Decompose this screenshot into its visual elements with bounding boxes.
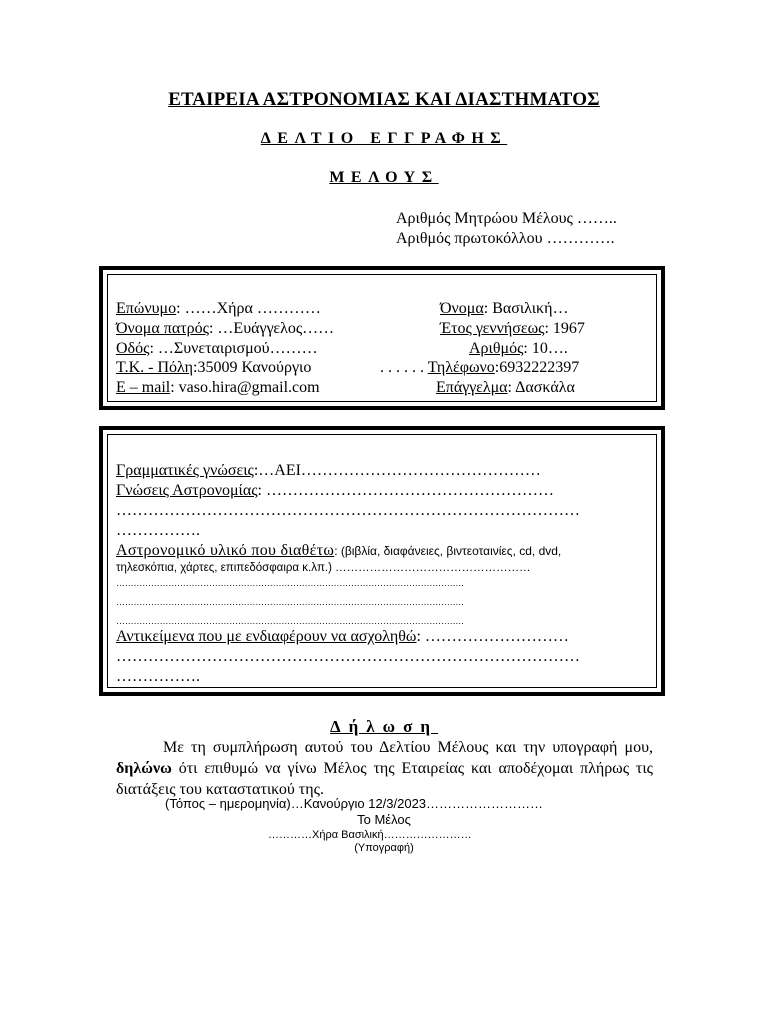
email-label: E – mail xyxy=(116,379,171,396)
form-title: ΔΕΛΤΙΟ ΕΓΓΡΑΦΗΣ xyxy=(260,130,508,147)
name-row xyxy=(440,299,568,319)
birth-year-row xyxy=(440,319,585,339)
declaration-title: Δήλωση xyxy=(330,717,438,736)
interests-value: : ……………………… xyxy=(416,628,569,645)
declaration-text-part2: ότι επιθυμώ να γίνω Μέλος της Εταιρείας και αποδέχομαι πλήρως τις διατάξεις του καταστατικού της. xyxy=(116,760,653,798)
declaration-text-part1: Με τη συμπλήρωση αυτού του Δελτίου Μέλους και την υπογραφή μου, xyxy=(163,739,653,756)
astronomy-line-2: …………………………………………………………………………… xyxy=(116,502,580,519)
birth-year-label: Έτος γεννήσεως xyxy=(440,320,545,337)
phone-prefix: . . . . . . xyxy=(380,359,424,376)
father-row xyxy=(116,319,334,339)
street-number-label: Αριθμός xyxy=(469,340,524,357)
grammar-value: :…ΑΕΙ……………………………………… xyxy=(253,462,541,479)
surname-value: : ……Χήρα ………… xyxy=(176,300,321,317)
occupation-value: : Δασκάλα xyxy=(507,379,575,396)
surname-row xyxy=(116,299,321,319)
occupation-row xyxy=(436,378,575,398)
street-row xyxy=(116,339,318,359)
phone-label: Τηλέφωνο xyxy=(427,359,495,376)
member-signature-label: Το Μέλος xyxy=(357,812,411,827)
street-value: : …Συνεταιρισμού……… xyxy=(149,340,318,357)
zip-city-row xyxy=(116,358,311,378)
material-line-3: ………………………………………………………………………………………………………… xyxy=(116,578,465,588)
astronomy-line-3: ……………. xyxy=(116,522,200,539)
interests-row xyxy=(116,627,569,647)
material-line-2: τηλεσκόπια, χάρτες, επιπεδόσφαιρα κ.λπ.) …………………………………………… xyxy=(116,562,531,574)
phone-row xyxy=(380,358,579,378)
registry-number: Αριθμός Μητρώου Μέλους …….. xyxy=(396,210,617,227)
birth-year-value: : 1967 xyxy=(544,320,585,337)
material-line-4: ………………………………………………………………………………………………………… xyxy=(116,597,465,607)
interests-line-3: ……………. xyxy=(116,668,200,685)
declaration-text-bold: δηλώνω xyxy=(116,760,172,777)
interests-label: Αντικείμενα που με ενδιαφέρουν να ασχοληθώ xyxy=(116,628,417,645)
declaration-text xyxy=(116,737,653,800)
surname-label: Επώνυμο xyxy=(116,300,177,317)
zip-city-label: Τ.Κ. - Πόλη xyxy=(116,359,194,376)
protocol-number: Αριθμός πρωτοκόλλου …………. xyxy=(396,230,615,247)
interests-line-2: …………………………………………………………………………… xyxy=(116,648,580,665)
astronomy-row xyxy=(116,481,554,501)
place-date: (Τόπος – ημερομηνία)…Κανούργιο 12/3/2023……………………… xyxy=(165,796,544,811)
name-label: Όνομα xyxy=(440,300,484,317)
father-value: : …Ευάγγελος…… xyxy=(208,320,335,337)
grammar-label: Γραμματικές γνώσεις xyxy=(116,462,254,479)
father-label: Όνομα πατρός xyxy=(116,320,209,337)
material-line-5: ………………………………………………………………………………………………………… xyxy=(116,616,465,626)
zip-city-value: :35009 Κανούργιο xyxy=(193,359,312,376)
signature-label: (Υπογραφή) xyxy=(354,842,414,854)
email-value: : vaso.hira@gmail.com xyxy=(170,379,320,396)
phone-value: :6932222397 xyxy=(494,359,580,376)
astronomy-value: : ……………………………………………… xyxy=(257,482,554,499)
street-label: Οδός xyxy=(116,340,150,357)
street-number-row xyxy=(469,339,568,359)
member-name: …………Χήρα Βασιλική…………………… xyxy=(268,829,472,841)
material-value: : (βιβλία, διαφάνειες, βιντεοταινίες, cd, dvd, xyxy=(334,544,562,558)
material-label: Αστρονομικό υλικό που διαθέτω xyxy=(116,542,335,559)
email-row xyxy=(116,378,320,398)
member-title: ΜΕΛΟΥΣ xyxy=(329,169,439,186)
organization-title: ΕΤΑΙΡΕΙΑ ΑΣΤΡΟΝΟΜΙΑΣ ΚΑΙ ΔΙΑΣΤΗΜΑΤΟΣ xyxy=(168,89,600,110)
grammar-row xyxy=(116,461,541,481)
occupation-label: Επάγγελμα xyxy=(436,379,508,396)
astronomy-label: Γνώσεις Αστρονομίας xyxy=(116,482,258,499)
name-value: : Βασιλική… xyxy=(483,300,569,317)
street-number-value: : 10…. xyxy=(523,340,568,357)
